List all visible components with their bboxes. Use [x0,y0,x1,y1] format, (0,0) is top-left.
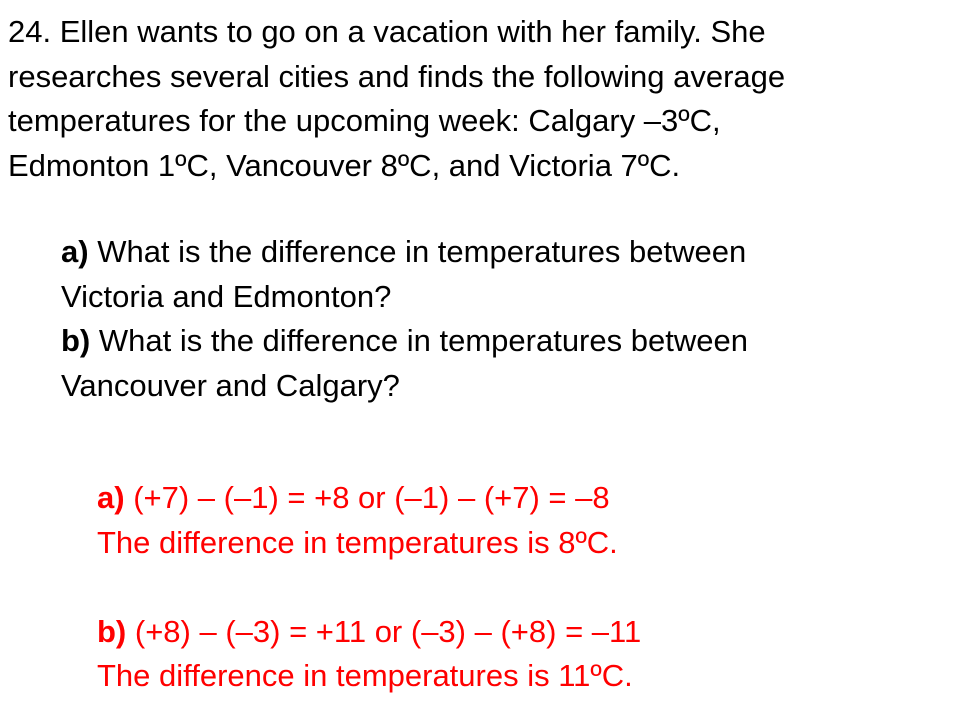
question-a-label: a) [61,234,89,269]
question-a-text: What is the difference in temperatures between [88,234,747,269]
problem-line: researches several cities and finds the following average [8,58,786,94]
problem-line: temperatures for the upcoming week: Calgary –3ºC, [8,103,721,138]
answer-b-equation: (+8) – (–3) = +11 or (–3) – (+8) = –11 [126,613,642,649]
question-b-continued: Vancouver and Calgary? [61,367,400,403]
answer-a-result: The difference in temperatures is 8ºC. [97,524,618,560]
question-b-text: What is the difference in temperatures between [90,323,748,358]
problem-line: Edmonton 1ºC, Vancouver 8ºC, and Victoria 7ºC. [8,147,681,183]
problem-line: 24. Ellen wants to go on a vacation with her family. She [8,14,766,49]
answer-b-result: The difference in temperatures is 11ºC. [97,658,633,693]
question-b [61,319,941,364]
answers [97,476,937,699]
problem-statement [8,10,948,188]
questions [61,230,941,408]
question-b-label: b) [61,323,91,358]
answer-a-label: a) [97,480,125,515]
answer-b-label: b) [97,613,127,649]
answer-spacer [97,565,937,610]
answer-b-work [97,610,937,655]
answer-a-equation: (+7) – (–1) = +8 or (–1) – (+7) = –8 [124,480,610,515]
answer-a-work [97,476,937,521]
question-a-continued: Victoria and Edmonton? [61,278,392,314]
question-a [61,230,941,275]
